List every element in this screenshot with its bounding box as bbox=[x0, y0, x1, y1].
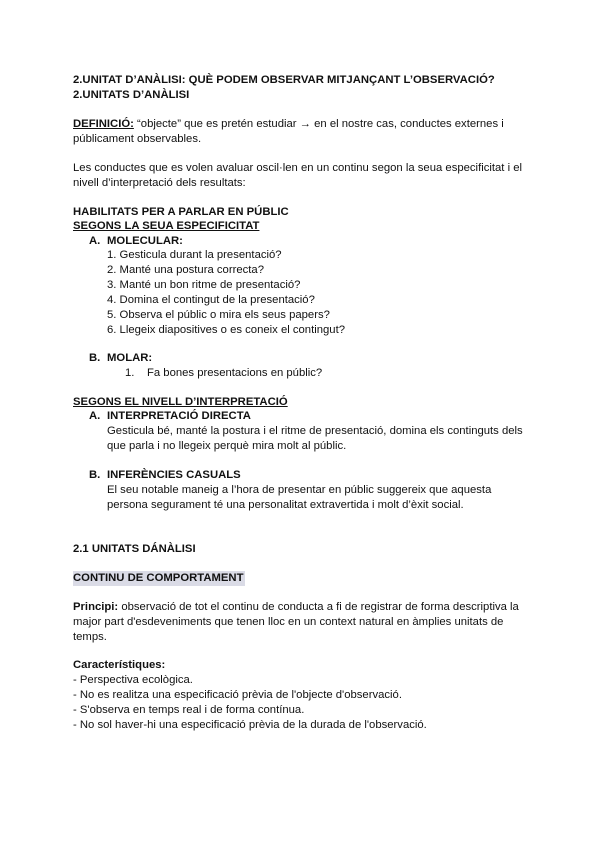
list-item: 2. Manté una postura correcta? bbox=[107, 264, 264, 276]
highlighted-heading: CONTINU DE COMPORTAMENT bbox=[73, 572, 244, 584]
principle-line-3: temps. bbox=[73, 631, 107, 643]
by-specificity-heading: SEGONS LA SEUA ESPECIFICITAT bbox=[73, 220, 260, 232]
by-interpretation-heading: SEGONS EL NIVELL D’INTERPRETACIÓ bbox=[73, 396, 288, 408]
characteristic-item: - No es realitza una especificació prèvia de l'objecte d'observació. bbox=[73, 689, 402, 701]
heading-line-1: 2.UNITAT D’ANÀLISI: QUÈ PODEM OBSERVAR MITJANÇANT L’OBSERVACIÓ? bbox=[73, 74, 495, 86]
causal-line-1: El seu notable maneig a l’hora de presentar en públic suggereix que aquesta bbox=[107, 484, 492, 496]
intro-line-1: Les conductes que es volen avaluar oscil·len en un continu segon la seua especificitat i el bbox=[73, 162, 523, 174]
definition-line-1 bbox=[73, 117, 504, 131]
characteristic-item: - Perspectiva ecològica. bbox=[73, 674, 193, 686]
direct-line-2: que parla i no llegeix perquè mira molt al públic. bbox=[107, 440, 347, 452]
principle-label: Principi: bbox=[73, 601, 119, 613]
list-item: 3. Manté un bon ritme de presentació? bbox=[107, 279, 301, 291]
section-2-1-title: 2.1 UNITATS DÁNÀLISI bbox=[73, 543, 196, 555]
molar-item: 1. Fa bones presentacions en públic? bbox=[125, 367, 323, 379]
principle-line-2: major part d'esdeveniments que tenen lloc en un context natural en àmplies unitats de bbox=[73, 616, 504, 628]
direct-letter: A. bbox=[89, 410, 101, 422]
intro-line-2: nivell d’interpretació dels resultats: bbox=[73, 177, 246, 189]
molecular-list bbox=[107, 248, 345, 338]
causal-label: INFERÈNCIES CASUALS bbox=[107, 469, 241, 481]
molar-letter: B. bbox=[89, 352, 101, 364]
heading-line-2: 2.UNITATS D’ANÀLISI bbox=[73, 89, 190, 101]
molecular-letter: A. bbox=[89, 235, 101, 247]
definition-text: “objecte” que es pretén estudiar → en el nostre cas, conductes externes i bbox=[133, 118, 504, 130]
characteristic-item: - S'observa en temps real i de forma contínua. bbox=[73, 704, 305, 716]
direct-line-1: Gesticula bé, manté la postura i el ritme de presentació, domina els continguts dels bbox=[107, 425, 523, 437]
list-item: 5. Observa el públic o mira els seus papers? bbox=[107, 309, 330, 321]
molar-label: MOLAR: bbox=[107, 352, 153, 364]
principle-text: observació de tot el continu de conducta a fi de registrar de forma descriptiva la bbox=[118, 601, 519, 613]
molecular-label: MOLECULAR: bbox=[107, 235, 183, 247]
direct-label: INTERPRETACIÓ DIRECTA bbox=[107, 410, 251, 422]
list-item: 4. Domina el contingut de la presentació? bbox=[107, 294, 315, 306]
causal-line-2: persona segurament té una personalitat extravertida i molt d’èxit social. bbox=[107, 499, 464, 511]
definition-label: DEFINICIÓ: bbox=[73, 118, 134, 130]
skills-title: HABILITATS PER A PARLAR EN PÚBLIC bbox=[73, 206, 289, 218]
continuum-heading bbox=[73, 571, 245, 585]
list-item: 6. Llegeix diapositives o es coneix el contingut? bbox=[107, 324, 346, 336]
characteristics-label: Característiques: bbox=[73, 659, 166, 671]
definition-line-2: públicament observables. bbox=[73, 133, 202, 145]
principle-line-1 bbox=[73, 600, 519, 614]
causal-letter: B. bbox=[89, 469, 101, 481]
list-item: 1. Gesticula durant la presentació? bbox=[107, 249, 282, 261]
characteristic-item: - No sol haver-hi una especificació prèvia de la durada de l'observació. bbox=[73, 719, 427, 731]
